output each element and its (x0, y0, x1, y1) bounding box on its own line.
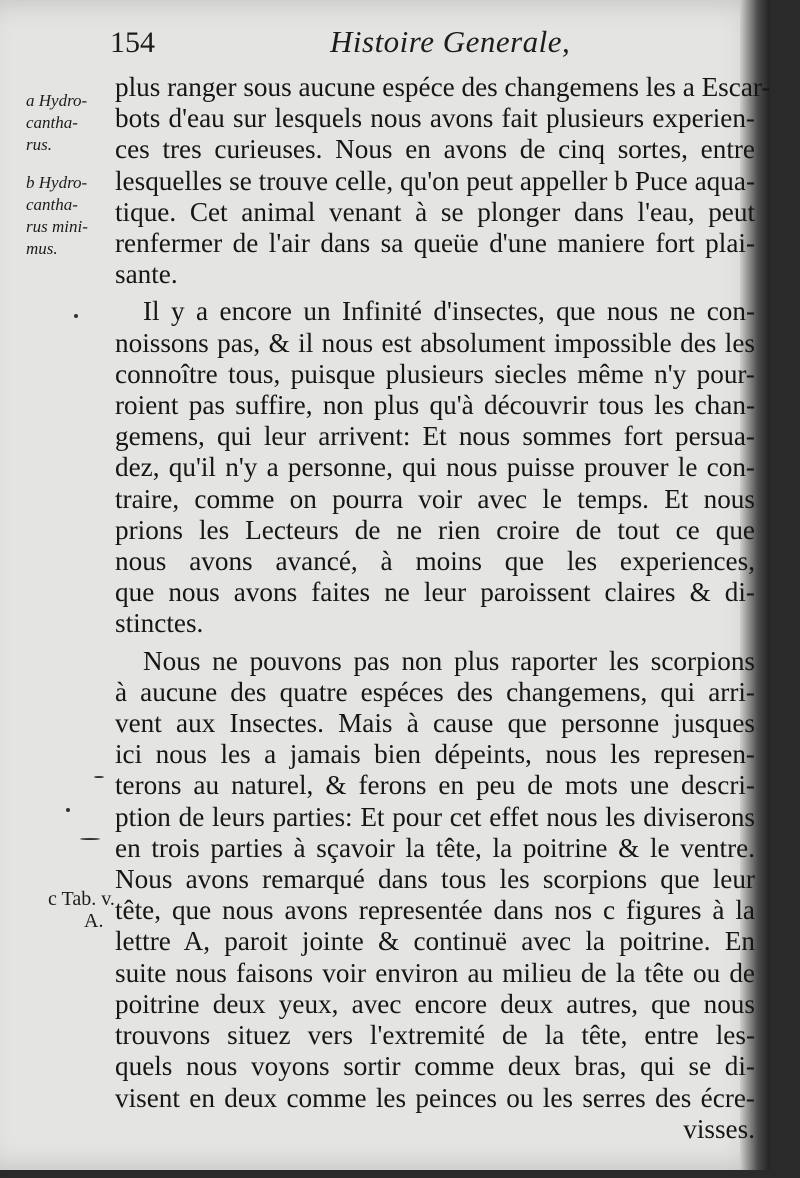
text-line: dez, qu'il n'y a personne, qui nous puisse prouver le con- (115, 452, 755, 483)
margin-note-line: a Hydro- (26, 91, 88, 110)
text-line: renfermer de l'air dans sa queüe d'une maniere fort plai- (115, 228, 755, 259)
text-line: tête, que nous avons representée dans nos c figures à la (115, 895, 755, 926)
text-line: sante. (115, 259, 178, 290)
margin-note-line: cantha- (26, 113, 78, 132)
text-line: visent en deux comme les peinces ou les serres des écre- (115, 1082, 755, 1113)
text-line: que nous avons faites ne leur paroissent claires & di- (115, 577, 755, 608)
text-line: lesquelles se trouve celle, qu'on peut appeller b Puce aqua- (115, 165, 755, 196)
paragraph (115, 296, 755, 639)
margin-note-line: mus. (26, 239, 58, 258)
text-line: Nous ne pouvons pas non plus raporter les scorpions (143, 645, 755, 676)
page-number: 154 (110, 26, 155, 59)
ink-speck (74, 314, 78, 318)
text-line: ces tres curieuses. Nous en avons de cinq sortes, entre (115, 134, 755, 165)
margin-note-b (26, 172, 118, 260)
text-line: vent aux Insectes. Mais à cause que personne jusques (115, 708, 755, 739)
ink-speck (80, 838, 100, 840)
page-header (110, 18, 730, 62)
text-line: nous avons avancé, à moins que les experiences, (115, 546, 755, 577)
text-line: poitrine deux yeux, avec encore deux autres, que nous (115, 988, 755, 1019)
text-line: terons au naturel, & ferons en peu de mots une descri- (115, 770, 755, 801)
paragraph (115, 72, 770, 290)
margin-note-line: A. (84, 910, 104, 932)
ink-speck (66, 808, 70, 812)
margin-note-line: b Hydro- (26, 173, 88, 192)
text-line: quels nous voyons sortir comme deux bras, qui se di- (115, 1051, 755, 1082)
margin-note-line: rus. (26, 135, 52, 154)
text-line: Nous avons remarqué dans tous les scorpions que leur (115, 864, 755, 895)
text-line: traire, comme on pourra voir avec le temps. Et nous (115, 483, 755, 514)
paragraph (115, 646, 755, 1145)
text-line: Il y a encore un Infinité d'insectes, que nous ne con- (143, 296, 755, 327)
text-line: ici nous les a jamais bien dépeints, nous les represen- (115, 739, 755, 770)
text-line: ption de leurs parties: Et pour cet effet nous les diviserons (115, 801, 755, 832)
margin-note-line: c Tab. v. (48, 888, 115, 910)
text-line: visses. (683, 1113, 755, 1144)
body-text (115, 72, 770, 1145)
text-line: bots d'eau sur lesquels nous avons fait plusieurs experien- (115, 103, 755, 134)
text-line: trouvons situez vers l'extremité de la tête, entre les- (115, 1020, 755, 1051)
running-title: Histoire Generale, (330, 24, 571, 59)
text-line: gemens, qui leur arrivent: Et nous sommes fort persua- (115, 421, 755, 452)
text-line: connoître tous, puisque plusieurs siecles même n'y pour- (115, 358, 755, 389)
text-line: lettre A, paroit jointe & continuë avec la poitrine. En (115, 926, 755, 957)
text-line: stinctes. (115, 608, 204, 639)
margin-note-line: cantha- (26, 195, 78, 214)
text-line: à aucune des quatre espéces des changemens, qui arri- (115, 676, 755, 707)
text-line: en trois parties à sçavoir la tête, la poitrine & le ventre. (115, 832, 755, 863)
margin-note-a (26, 90, 118, 156)
text-line: plus ranger sous aucune espéce des changemens les a Escar- (115, 72, 770, 102)
text-line: noissons pas, & il nous est absolument impossible des les (115, 327, 755, 358)
margin-note-line: rus mini- (26, 217, 88, 236)
text-line: roient pas suffire, non plus qu'à découvrir tous les chan- (115, 390, 755, 421)
ink-speck (94, 776, 104, 778)
text-line: prions les Lecteurs de ne rien croire de tout ce que (115, 514, 755, 545)
text-line: suite nous faisons voir environ au milieu de la tête ou de (115, 957, 755, 988)
text-line: tique. Cet animal venant à se plonger dans l'eau, peut (115, 196, 755, 227)
